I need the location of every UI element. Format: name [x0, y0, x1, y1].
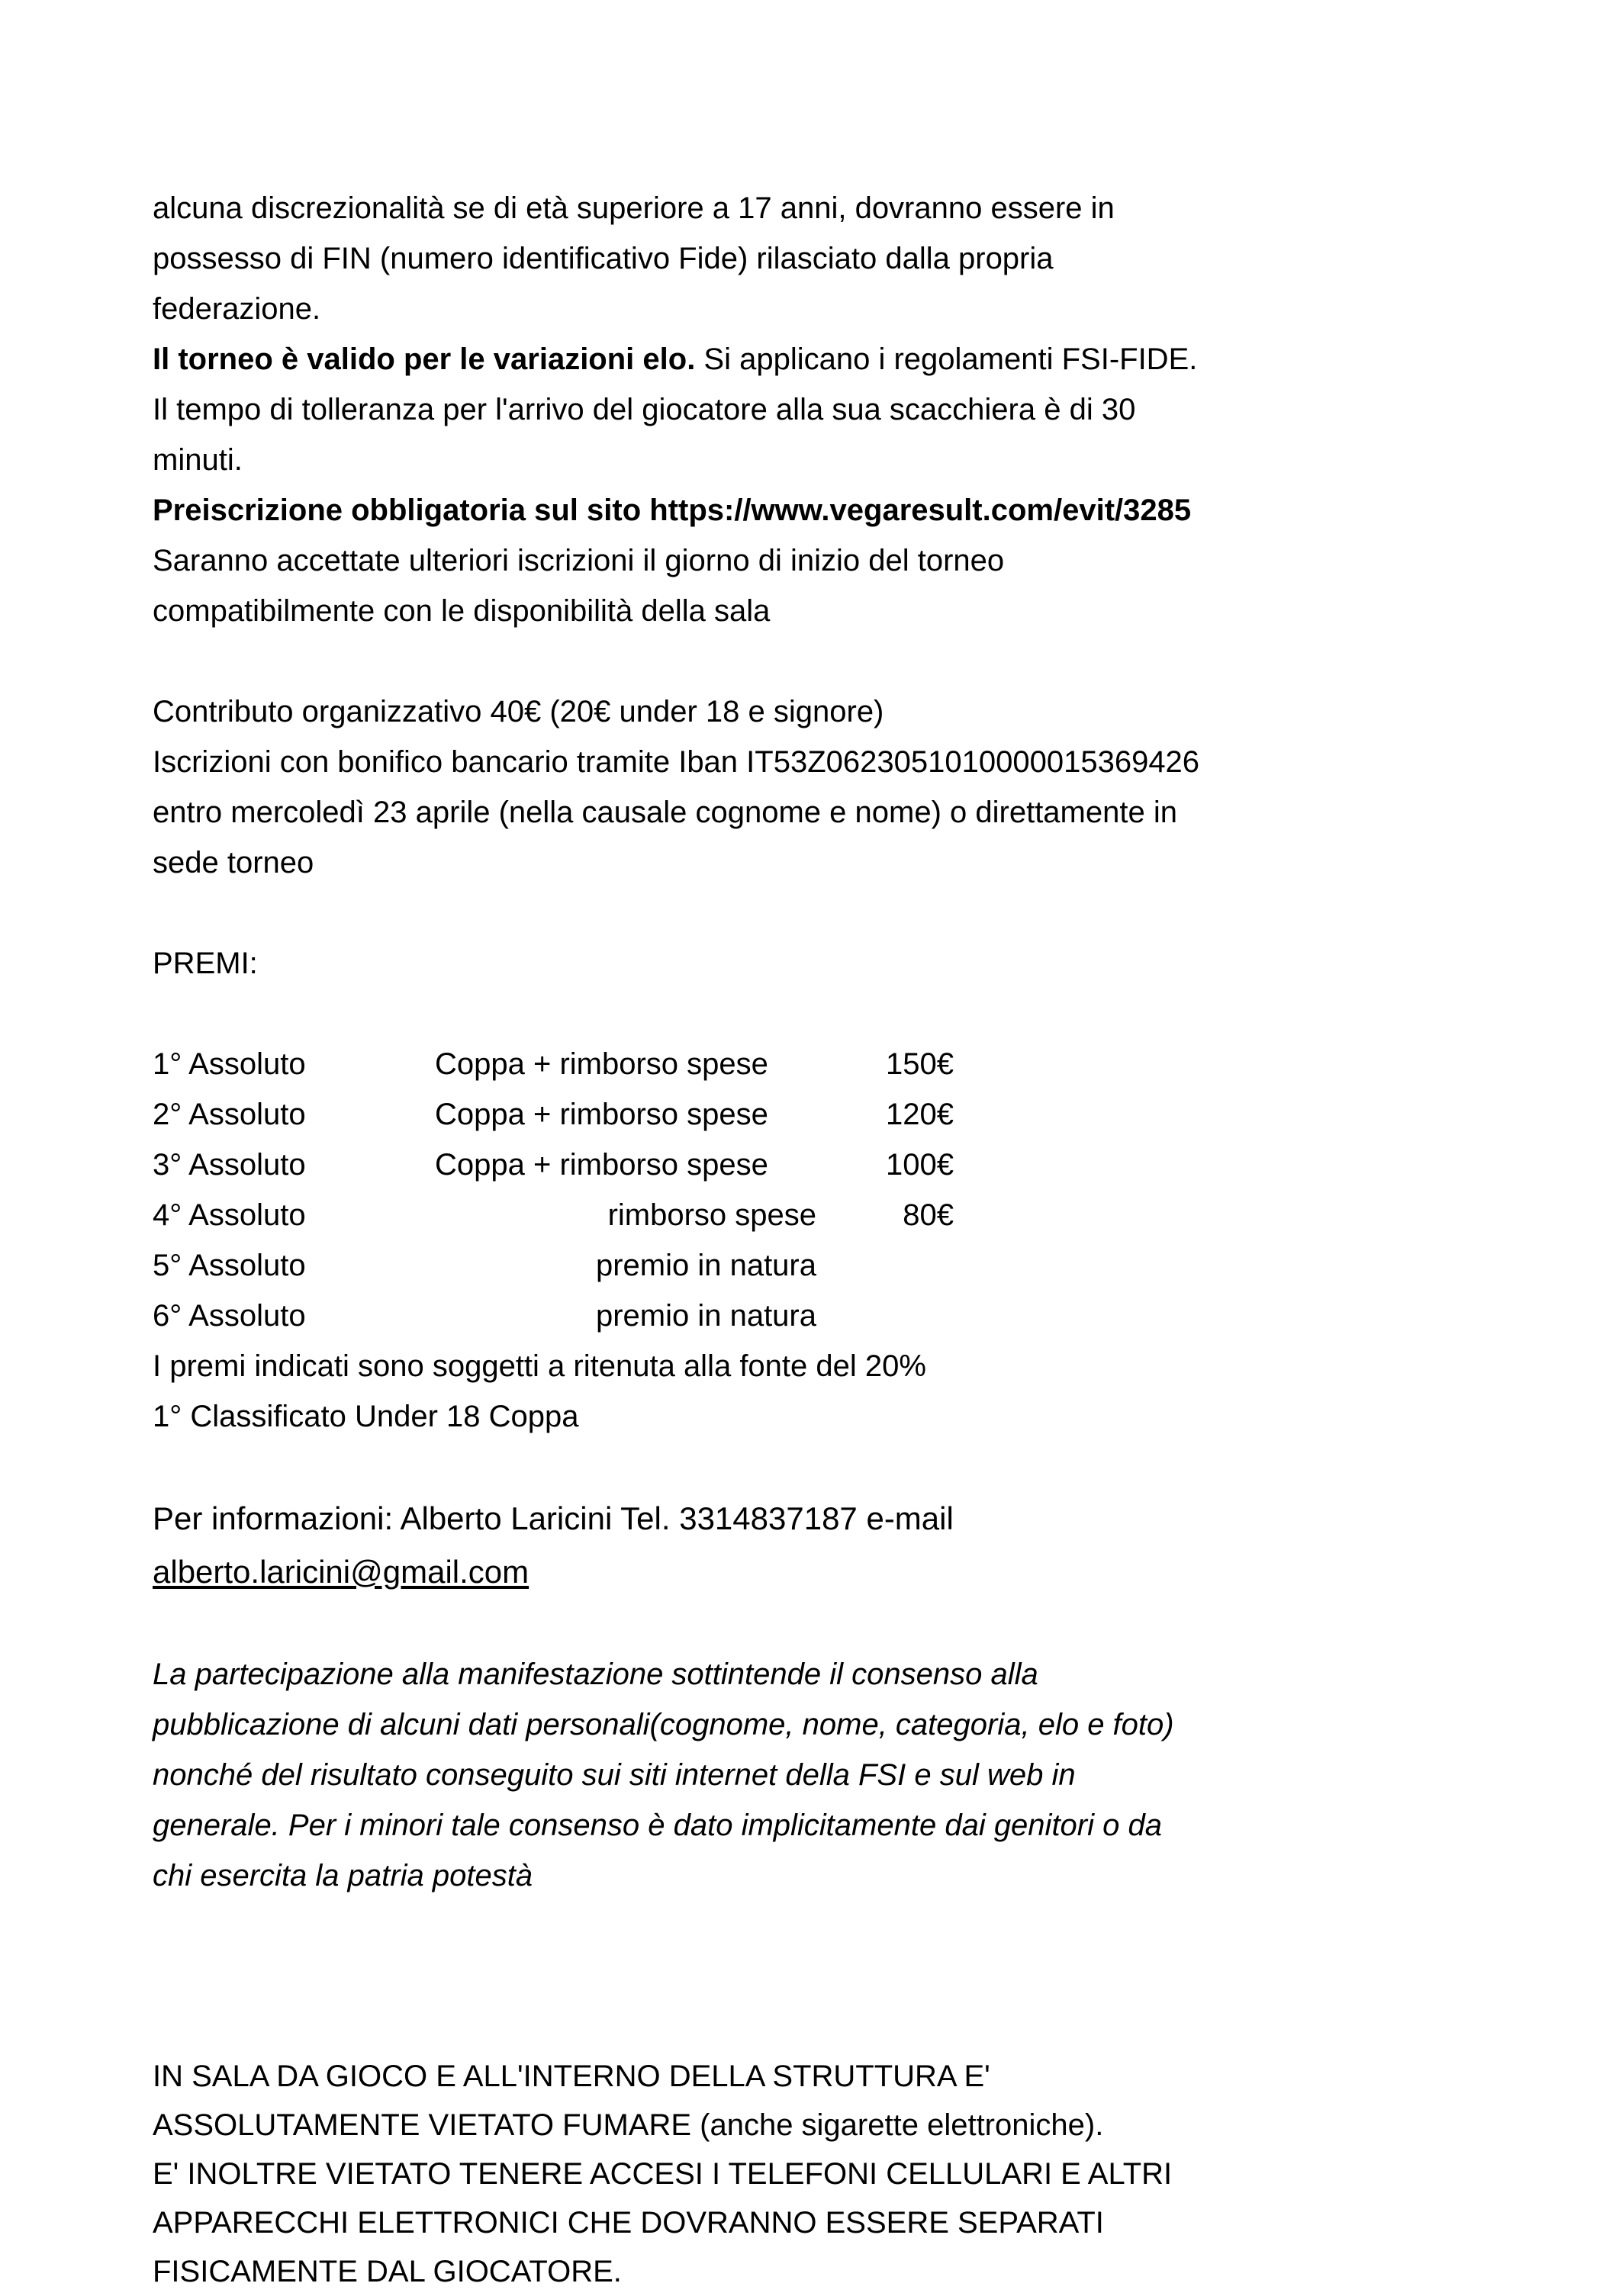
registration-paragraph [153, 485, 1480, 636]
validity-paragraph [153, 334, 1480, 485]
spacer [153, 636, 1480, 687]
withholding-note: I premi indicati sono soggetti a ritenuta alla fonte del 20% [153, 1349, 926, 1383]
tolerance-line-1: Il tempo di tolleranza per l'arrivo del giocatore alla sua scacchiera è di 30 [153, 393, 1136, 426]
contact-section [153, 1492, 1480, 1599]
prize-row [153, 1190, 1480, 1240]
prize-description: Coppa + rimborso spese [435, 1148, 768, 1182]
prize-amount: 100€ [886, 1148, 954, 1182]
rules-notice-line-4: APPARECCHI ELETTRONICI CHE DOVRANNO ESSERE SEPARATI [153, 2206, 1104, 2240]
prize-description: Coppa + rimborso spese [435, 1047, 768, 1081]
prize-rank: 1° Assoluto [153, 1047, 306, 1081]
rules-notice-paragraph [153, 2052, 1480, 2296]
contact-email-link[interactable]: alberto.laricini@gmail.com [153, 1554, 529, 1590]
privacy-line-3: nonché del risultato conseguito sui siti internet della FSI e sul web in [153, 1758, 1076, 1792]
bonifico-line-2: entro mercoledì 23 aprile (nella causale cognome e nome) o direttamente in [153, 796, 1177, 829]
prize-rank: 6° Assoluto [153, 1299, 306, 1333]
validity-line [153, 334, 1480, 384]
rules-notice-line-5: FISICAMENTE DAL GIOCATORE. [153, 2255, 622, 2288]
privacy-line-2: pubblicazione di alcuni dati personali(cognome, nome, categoria, elo e foto) [153, 1708, 1174, 1741]
prize-amount: 80€ [903, 1198, 954, 1232]
prize-rank: 3° Assoluto [153, 1148, 306, 1182]
privacy-line-5: chi esercita la patria potestà [153, 1859, 533, 1892]
bonifico-line-3: sede torneo [153, 846, 314, 879]
rules-notice-line-1: IN SALA DA GIOCO E ALL'INTERNO DELLA STRUTTURA E' [153, 2060, 990, 2093]
prize-rank: 2° Assoluto [153, 1098, 306, 1131]
privacy-line-4: generale. Per i minori tale consenso è dato implicitamente dai genitori o da [153, 1809, 1162, 1842]
prize-rank: 5° Assoluto [153, 1249, 306, 1282]
prize-row [153, 1140, 1480, 1190]
prize-row [153, 1089, 1480, 1140]
rules-notice-line-2: ASSOLUTAMENTE VIETATO FUMARE (anche sigarette elettroniche). [153, 2108, 1104, 2142]
tolerance-line-2: minuti. [153, 443, 243, 477]
prize-description: rimborso spese [607, 1198, 816, 1232]
validity-rest-text: Si applicano i regolamenti FSI-FIDE. [695, 342, 1198, 376]
spacer [153, 989, 1480, 1039]
prizes-section [153, 938, 1480, 1442]
prize-row [153, 1039, 1480, 1089]
prize-list [153, 1039, 1480, 1341]
contributo-line: Contributo organizzativo 40€ (20€ under 18 e signore) [153, 695, 884, 728]
intro-line-3: federazione. [153, 292, 321, 326]
bonifico-line-1: Iscrizioni con bonifico bancario tramite Iban IT53Z0623051010000015369426 [153, 745, 1200, 779]
spacer [153, 888, 1480, 938]
contact-info-line: Per informazioni: Alberto Laricini Tel. 3314837187 e-mail [153, 1500, 954, 1536]
prize-description: premio in natura [595, 1299, 816, 1333]
intro-paragraph [153, 183, 1480, 334]
intro-line-2: possesso di FIN (numero identificativo Fide) rilasciato dalla propria [153, 242, 1054, 275]
privacy-paragraph [153, 1649, 1480, 1901]
fees-paragraph [153, 687, 1480, 888]
registration-line-2: compatibilmente con le disponibilità della sala [153, 594, 771, 628]
registration-line-1: Saranno accettate ulteriori iscrizioni il giorno di inizio del torneo [153, 544, 1005, 577]
prize-description: premio in natura [595, 1249, 816, 1282]
spacer [153, 1901, 1480, 2052]
rules-notice-line-3: E' INOLTRE VIETATO TENERE ACCESI I TELEFONI CELLULARI E ALTRI [153, 2157, 1173, 2191]
prize-row [153, 1291, 1480, 1341]
prize-amount: 150€ [886, 1047, 954, 1081]
spacer [153, 1599, 1480, 1649]
under18-prize-note: 1° Classificato Under 18 Coppa [153, 1400, 579, 1433]
validity-bold-text: Il torneo è valido per le variazioni elo. [153, 342, 696, 376]
privacy-line-1: La partecipazione alla manifestazione sottintende il consenso alla [153, 1658, 1038, 1691]
prize-row [153, 1240, 1480, 1291]
prize-rank: 4° Assoluto [153, 1198, 306, 1232]
preiscrizione-notice: Preiscrizione obbligatoria sul sito https://www.vegaresult.com/evit/3285 [153, 494, 1192, 527]
prizes-heading: PREMI: [153, 947, 258, 980]
spacer [153, 1442, 1480, 1492]
prize-amount: 120€ [886, 1098, 954, 1131]
intro-line-1: alcuna discrezionalità se di età superiore a 17 anni, dovranno essere in [153, 191, 1115, 225]
prize-description: Coppa + rimborso spese [435, 1098, 768, 1131]
document-body [153, 183, 1480, 2296]
